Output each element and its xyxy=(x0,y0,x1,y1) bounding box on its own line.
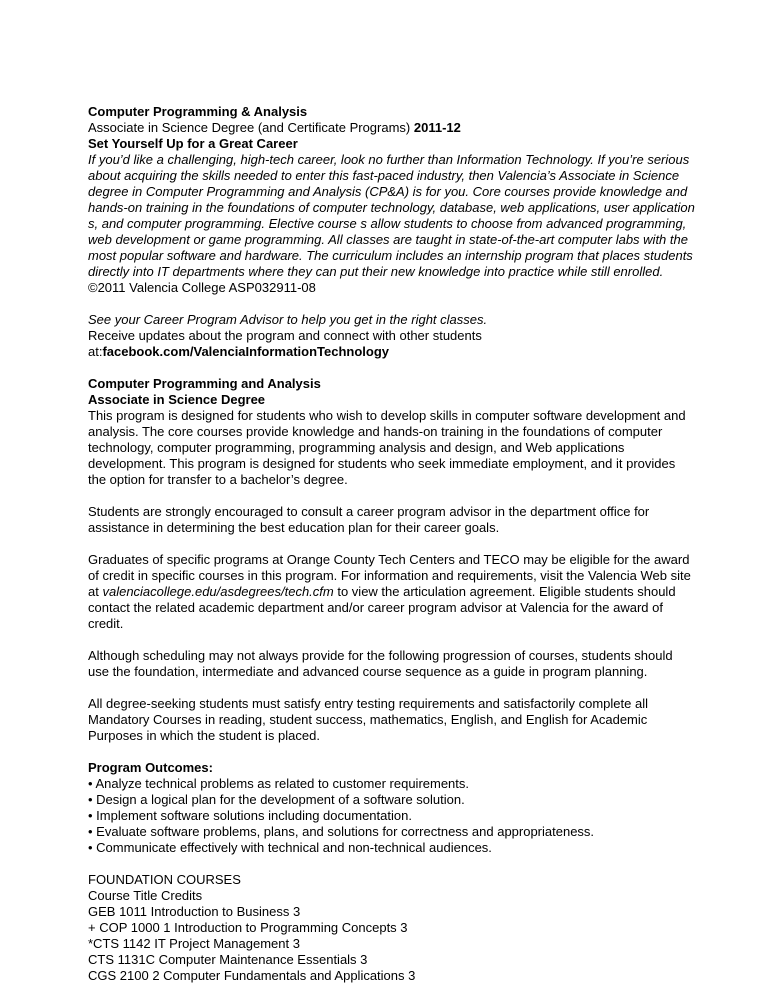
course-list xyxy=(88,904,688,984)
program-subtitle xyxy=(88,120,688,136)
text-span: to view the articulation agreement. Eligible students should xyxy=(333,584,676,599)
intro-line: web development or game programming. All classes are taught in state-of-the-art computer labs with the xyxy=(88,232,688,247)
tagline: Set Yourself Up for a Great Career xyxy=(88,136,298,151)
advisor-paragraph xyxy=(88,504,688,536)
intro-line: directly into IT departments where they can put their new knowledge into practice while still enrolled. xyxy=(88,264,664,279)
course-row: CGS 2100 2 Computer Fundamentals and Applications 3 xyxy=(88,968,416,983)
intro-line: s, and computer programming. Elective course s allow students to choose from advanced programming, xyxy=(88,216,687,231)
testing-paragraph xyxy=(88,696,688,744)
list-item: • Analyze technical problems as related to customer requirements. xyxy=(88,776,470,791)
link-prefix: at: xyxy=(88,344,103,359)
copyright: ©2011 Valencia College ASP032911-08 xyxy=(88,280,316,295)
description-line: This program is designed for students who wish to develop skills in computer software development and xyxy=(88,408,686,423)
articulation-paragraph xyxy=(88,552,691,632)
description-line: development. This program is designed for students who seek immediate employment, and it provides xyxy=(88,456,676,471)
degree-subtitle: Associate in Science Degree xyxy=(88,392,266,407)
paragraph-line: use the foundation, intermediate and advanced course sequence as a guide in program planning. xyxy=(88,664,648,679)
paragraph-line: of credit in specific courses in this program. For information and requirements, visit the Valencia Web site xyxy=(88,568,691,583)
degree-title: Computer Programming and Analysis xyxy=(88,376,321,391)
course-columns-header: Course Title Credits xyxy=(88,888,203,903)
course-row: *CTS 1142 IT Project Management 3 xyxy=(88,936,300,951)
description-line: technology, computer programming, programming analysis and design, and Web applications xyxy=(88,440,625,455)
paragraph-line xyxy=(88,584,688,600)
list-item: • Implement software solutions including documentation. xyxy=(88,808,412,823)
paragraph-line: contact the related academic department and/or career program advisor at Valencia for the award of xyxy=(88,600,663,615)
text-span: at xyxy=(88,584,103,599)
subtitle-year: 2011-12 xyxy=(413,120,461,135)
course-row: GEB 1011 Introduction to Business 3 xyxy=(88,904,301,919)
paragraph-line: Although scheduling may not always provide for the following progression of courses, students should xyxy=(88,648,673,663)
paragraph-line: assistance in determining the best education plan for their career goals. xyxy=(88,520,500,535)
paragraph-line: Students are strongly encouraged to consult a career program advisor in the department office for xyxy=(88,504,650,519)
intro-paragraph xyxy=(88,152,695,280)
paragraph-line: Mandatory Courses in reading, student success, mathematics, English, and English for Academic xyxy=(88,712,648,727)
intro-line: about acquiring the skills needed to enter this fast-paced industry, then Valencia’s Associate in Science xyxy=(88,168,680,183)
program-title: Computer Programming & Analysis xyxy=(88,104,308,119)
paragraph-line: Purposes in which the student is placed. xyxy=(88,728,320,743)
facebook-line xyxy=(88,344,688,360)
description-line: analysis. The core courses provide knowledge and hands-on training in the foundations of computer xyxy=(88,424,663,439)
advisor-note: See your Career Program Advisor to help you get in the right classes. xyxy=(88,312,488,327)
paragraph-line: All degree-seeking students must satisfy entry testing requirements and satisfactorily complete all xyxy=(88,696,648,711)
updates-line: Receive updates about the program and connect with other students xyxy=(88,328,482,343)
degree-description xyxy=(88,408,688,488)
description-line: the option for transfer to a bachelor’s degree. xyxy=(88,472,348,487)
intro-line: If you’d like a challenging, high-tech career, look no further than Information Technology. If you’re serious xyxy=(88,152,690,167)
intro-line: most popular software and hardware. The curriculum includes an internship program that places students xyxy=(88,248,693,263)
course-row: CTS 1131C Computer Maintenance Essentials 3 xyxy=(88,952,368,967)
list-item: • Evaluate software problems, plans, and solutions for correctness and appropriateness. xyxy=(88,824,595,839)
intro-line: hands-on training in the foundations of computer technology, database, web applications, user application xyxy=(88,200,695,215)
course-row: + COP 1000 1 Introduction to Programming Concepts 3 xyxy=(88,920,408,935)
list-item: • Design a logical plan for the development of a software solution. xyxy=(88,792,465,807)
facebook-link[interactable]: facebook.com/ValenciaInformationTechnology xyxy=(102,344,390,359)
subtitle-text: Associate in Science Degree (and Certificate Programs) xyxy=(88,120,414,135)
foundation-heading: FOUNDATION COURSES xyxy=(88,872,241,887)
intro-line: degree in Computer Programming and Analysis (CP&A) is for you. Core courses provide knowledge and xyxy=(88,184,688,199)
outcomes-list xyxy=(88,776,688,856)
paragraph-line: Graduates of specific programs at Orange County Tech Centers and TECO may be eligible for the award xyxy=(88,552,690,567)
articulation-link[interactable]: valenciacollege.edu/asdegrees/tech.cfm xyxy=(102,584,334,599)
paragraph-line: credit. xyxy=(88,616,124,631)
document-page xyxy=(88,104,695,984)
scheduling-paragraph xyxy=(88,648,688,680)
list-item: • Communicate effectively with technical and non-technical audiences. xyxy=(88,840,492,855)
outcomes-heading: Program Outcomes: xyxy=(88,760,213,775)
